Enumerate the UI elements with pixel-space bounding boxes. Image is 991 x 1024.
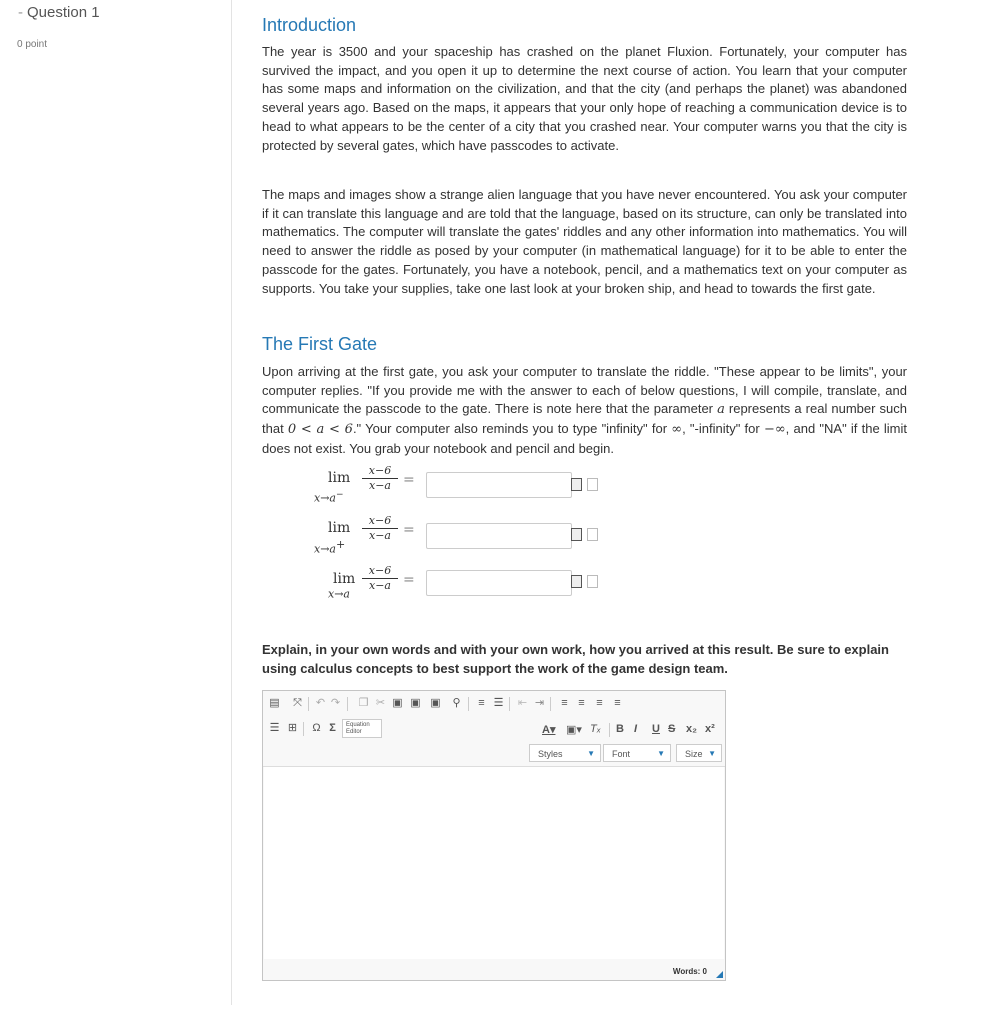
neg-infinity-symbol: −∞ [763,422,786,438]
paste-word-icon[interactable]: ▣ [430,697,441,709]
equals-sign: = [403,522,415,538]
equation-editor-button[interactable]: Equation Editor [342,719,382,738]
limit-fraction: $\frac{x-6}{x-a}$ [362,564,398,592]
equals-sign: = [403,472,415,488]
question-label: Question 1 [27,4,100,21]
limit-answer-1[interactable] [426,472,572,498]
limit-row-1 [262,462,662,508]
remove-format-icon[interactable]: Tₓ [590,723,601,735]
styles-dropdown[interactable]: Styles ▼ [529,744,601,762]
align-left-icon[interactable]: ≡ [561,697,568,709]
limit-answer-2[interactable] [426,523,572,549]
toolbar-separator [303,722,304,736]
intro-paragraph-1: The year is 3500 and your spaceship has crashed on the planet Fluxion. Fortunately, your computer has survived the impact, and you open it up to determine the next course of action. You learn that your computer has some maps and information on the civilization, and that the city (and perhaps the planet) was abandoned several years ago. Based on the maps, it appears that your only hope of reaching a communication device is to head to what appears to be the center of a city that you crashed near. Your computer warns you that the city is protected by several gates, which have passcodes to activate. [262,44,907,153]
inequality: 0 < a < 6 [287,422,353,438]
toolbar-separator [509,697,510,711]
question-points: 0 point [17,39,48,50]
toolbar-separator [550,697,551,711]
text-color-button[interactable]: A▾ [542,724,556,736]
paste-icon[interactable]: ▣ [392,697,403,709]
math-input-icon[interactable] [571,528,582,541]
lim-subscript: x→a [328,587,350,601]
bulleted-list-icon[interactable]: ☰ [493,697,504,709]
align-right-icon[interactable]: ≡ [596,697,603,709]
font-dropdown[interactable]: Font ▼ [603,744,671,762]
file-icon[interactable] [587,575,598,588]
toolbar-separator [609,723,610,737]
editor-text-area[interactable] [264,767,724,959]
limit-row-2 [262,512,662,558]
size-dropdown[interactable]: Size ▼ [676,744,722,762]
strike-button[interactable]: S [668,723,676,735]
bg-color-button[interactable]: ▣▾ [566,724,582,736]
align-center-icon[interactable]: ≡ [578,697,585,709]
sigma-icon[interactable]: Σ [329,722,336,734]
indent-icon[interactable]: ⇥ [534,697,545,709]
limit-fraction: $\frac{x-6}{x-a}$ [362,464,398,492]
limit-row-3 [262,562,662,608]
table-icon[interactable]: ⊞ [287,722,298,734]
toolbar-separator [468,697,469,711]
lim-label: lim [328,470,351,486]
collapse-dash: - [18,4,23,21]
lim-subscript: x→a+ [314,538,346,556]
find-icon[interactable]: ⚲ [452,697,461,709]
limit-answer-3[interactable] [426,570,572,596]
gate-heading: The First Gate [262,334,378,354]
paste-text-icon[interactable]: ▣ [410,697,421,709]
file-icon[interactable] [587,528,598,541]
lim-label: lim [333,571,356,587]
outdent-icon[interactable]: ⇤ [517,697,528,709]
cut-icon[interactable]: ✂ [375,697,386,709]
lim-subscript: x→a− [314,490,344,505]
limit-fraction: $\frac{x-6}{x-a}$ [362,514,398,542]
italic-button[interactable]: I [634,723,638,735]
gate-paragraph: Upon arriving at the first gate, you ask your computer to translate the riddle. "These appear to be limits", your computer replies. "If you provide me with the answer to each of below questions, I will compile, translate, and communicate the passcode to the gate. There is note here that the parameter a represents a real number such that 0 < a < 6." Your computer also reminds you to type "infinity" for ∞, "-infinity" for −∞, and "NA" if the limit does not exist. You grab your notebook and pencil and begin. [262,364,908,456]
editor-toolbar [263,691,725,767]
param-a: a [717,402,725,418]
source-icon[interactable]: ▤ [269,697,280,709]
math-input-icon[interactable] [571,478,582,491]
copy-icon[interactable]: ❐ [358,697,369,709]
superscript-button[interactable]: x² [705,723,715,735]
word-count: Words: 0 [672,967,707,976]
subscript-button[interactable]: x₂ [686,723,698,735]
resize-handle[interactable] [716,971,723,978]
intro-heading: Introduction [262,15,357,35]
infinity-symbol: ∞ [671,422,683,438]
explain-prompt: Explain, in your own words and with your own work, how you arrived at this result. Be sure to explain using calculus concepts to best support the work of the game design team. [262,642,889,676]
omega-icon[interactable]: Ω [312,722,321,734]
underline-button[interactable]: U [652,723,660,735]
horizontal-line-icon[interactable]: ☰ [269,722,280,734]
rich-text-editor [262,690,726,981]
math-input-icon[interactable] [571,575,582,588]
file-icon[interactable] [587,478,598,491]
numbered-list-icon[interactable]: ≡ [478,697,485,709]
toolbar-separator [347,697,348,711]
undo-icon[interactable]: ↶ [315,697,326,709]
equals-sign: = [403,572,415,588]
toolbar-separator [308,697,309,711]
question-sidebar [0,0,232,1005]
maximize-icon[interactable]: ⤧ [293,697,302,709]
question-title[interactable] [18,4,100,21]
justify-icon[interactable]: ≡ [614,697,621,709]
lim-label: lim [328,520,351,536]
redo-icon[interactable]: ↷ [330,697,341,709]
intro-paragraph-2: The maps and images show a strange alien language that you have never encountered. You ask your computer if it can translate this language and are told that the language, based on its structure, can only be translated into mathematics. The computer will translate the gates' riddles and any other information into mathematics. You will need to answer the riddle as posed by your computer (in mathematical language) for it to be able to enter the passcode for the gates. Fortunately, you have a notebook, pencil, and a mathematics text on your computer as supports. You take your supplies, take one last look at your broken ship, and head to towards the first gate. [262,187,907,296]
bold-button[interactable]: B [616,723,624,735]
